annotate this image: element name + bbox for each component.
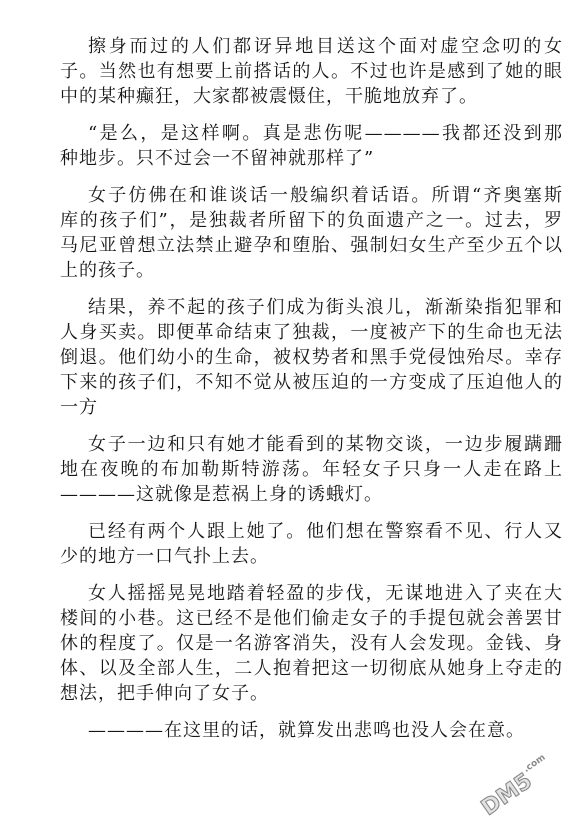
paragraph <box>60 121 563 171</box>
watermark-logo <box>477 750 572 822</box>
paragraph <box>60 581 563 706</box>
paragraph <box>60 718 563 743</box>
text-line: 擦身而过的人们都讶异地目送这个面对虚空念叨的女 <box>88 36 563 57</box>
text-line: 休的程度了。仅是一名游客消失，没有人会发现。金钱、身 <box>60 633 563 654</box>
text-line: 库的孩子们”，是独裁者所留下的负面遗产之一。过去，罗 <box>60 210 563 231</box>
text-line: ————在这里的话，就算发出悲鸣也没人会在意。 <box>88 720 525 741</box>
text-line: 楼间的小巷。这已经不是他们偷走女子的手提包就会善罢甘 <box>60 608 563 629</box>
text-line: 地在夜晚的布加勒斯特游荡。年轻女子只身一人走在路上 <box>60 459 563 480</box>
watermark-suffix: .com <box>521 752 548 775</box>
text-line: 已经有两个人跟上她了。他们想在警察看不见、行人又 <box>88 521 563 542</box>
watermark-group <box>476 753 557 821</box>
text-line: 人身买卖。即便革命结束了独裁，一度被产下的生命也无法 <box>60 322 563 343</box>
text-line: 种地步。只不过会一不留神就那样了” <box>60 148 375 169</box>
text-line: 一方 <box>60 397 98 418</box>
text-line: ————这就像是惹祸上身的诱蛾灯。 <box>60 484 383 505</box>
paragraph <box>60 183 563 283</box>
paragraph <box>60 519 563 569</box>
watermark-text: DM5 <box>477 768 537 821</box>
paragraph <box>60 295 563 420</box>
text-line: 结果，养不起的孩子们成为街头浪儿，渐渐染指犯罪和 <box>88 297 563 318</box>
text-line: 马尼亚曾想立法禁止避孕和堕胎、强制妇女生产至少五个以 <box>60 235 563 256</box>
text-line: 下来的孩子们，不知不觉从被压迫的一方变成了压迫他人的 <box>60 372 563 393</box>
text-line: 体、以及全部人生，二人抱着把这一切彻底从她身上夺走的 <box>60 658 563 679</box>
body-text <box>60 34 563 755</box>
text-line: 子。当然也有想要上前搭话的人。不过也许是感到了她的眼 <box>60 61 563 82</box>
paragraph <box>60 432 563 507</box>
text-line: 女子一边和只有她才能看到的某物交谈，一边步履蹒跚 <box>88 434 563 455</box>
text-line: 倒退。他们幼小的生命，被权势者和黑手党侵蚀殆尽。幸存 <box>60 347 563 368</box>
text-line: 上的孩子。 <box>60 260 155 281</box>
text-line: “是么，是这样啊。真是悲伤呢————我都还没到那 <box>88 123 563 144</box>
text-line: 少的地方一口气扑上去。 <box>60 546 269 567</box>
text-line: 女子仿佛在和谁谈话一般编织着话语。所谓“齐奥塞斯 <box>88 185 563 206</box>
paragraph <box>60 34 563 109</box>
text-line: 想法，把手伸向了女子。 <box>60 683 269 704</box>
text-line: 女人摇摇晃晃地踏着轻盈的步伐，无谋地进入了夹在大 <box>88 583 563 604</box>
text-line: 中的某种癫狂，大家都被震慑住，干脆地放弃了。 <box>60 86 478 107</box>
